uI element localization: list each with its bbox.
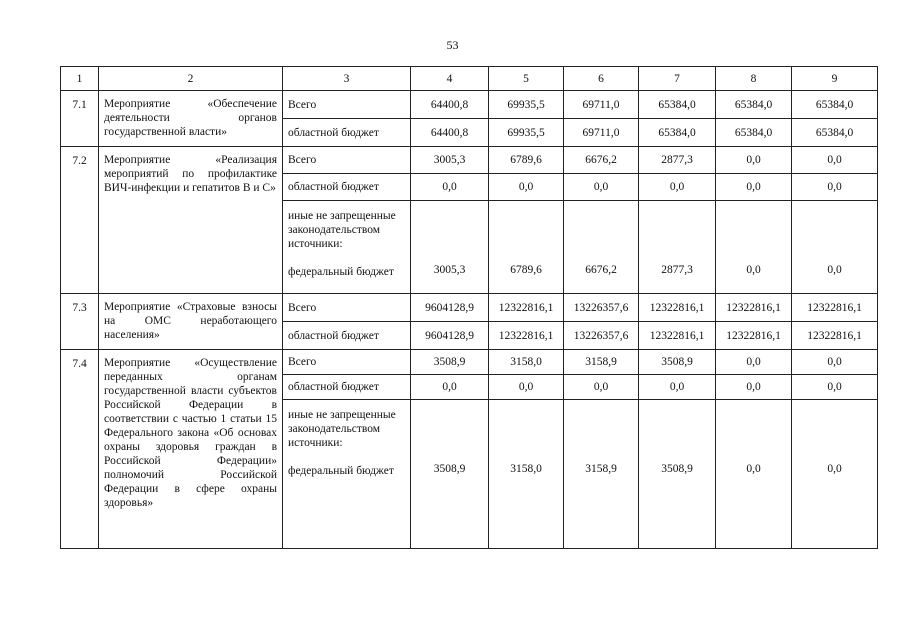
value-cell: 0,0 — [564, 375, 639, 400]
budget-table — [60, 66, 878, 549]
value-cell: 0,0 — [792, 201, 878, 294]
value-cell: 9604128,9 — [411, 294, 489, 322]
value-cell: 2877,3 — [639, 147, 716, 174]
value-cell: 6676,2 — [564, 147, 639, 174]
source-label: Всего — [283, 350, 411, 375]
value-cell: 69935,5 — [489, 119, 564, 147]
value-cell: 0,0 — [489, 375, 564, 400]
header-cell: 5 — [489, 67, 564, 91]
header-cell: 2 — [99, 67, 283, 91]
header-row — [61, 67, 878, 91]
source-label — [283, 201, 411, 294]
value-cell: 65384,0 — [639, 91, 716, 119]
value-cell: 0,0 — [716, 350, 792, 375]
value-cell: 3158,0 — [489, 350, 564, 375]
value-cell: 0,0 — [792, 350, 878, 375]
source-label: Всего — [283, 91, 411, 119]
value-cell: 3508,9 — [639, 350, 716, 375]
item-description: Мероприятие «Осуществление переданных органам государственной власти субъектов Российской Федерации в соответствии с частью 1 статьи 15 Федерального закона «Об основах охраны здоровья граждан в Российской Федерации» полномочий Российской Федерации в сфере охраны здоровья» — [99, 350, 283, 549]
item-number: 7.4 — [61, 350, 99, 549]
value-cell: 64400,8 — [411, 119, 489, 147]
value-cell: 3158,9 — [564, 400, 639, 549]
header-cell: 9 — [792, 67, 878, 91]
source-label — [283, 400, 411, 549]
value-cell: 0,0 — [411, 375, 489, 400]
source-label: областной бюджет — [283, 119, 411, 147]
value-cell: 12322816,1 — [639, 322, 716, 350]
value-cell: 13226357,6 — [564, 322, 639, 350]
value-cell: 3508,9 — [411, 350, 489, 375]
source-label: Всего — [283, 147, 411, 174]
value-cell: 65384,0 — [792, 91, 878, 119]
item-description: Мероприятие «Реализация мероприятий по профилактике ВИЧ-инфекции и гепатитов В и С» — [99, 147, 283, 294]
value-cell: 3158,0 — [489, 400, 564, 549]
table-row — [61, 91, 878, 119]
value-cell: 12322816,1 — [489, 322, 564, 350]
value-cell: 3158,9 — [564, 350, 639, 375]
source-label: областной бюджет — [283, 174, 411, 201]
item-description: Мероприятие «Обеспечение деятельности органов государственной власти» — [99, 91, 283, 147]
value-cell: 0,0 — [639, 375, 716, 400]
value-cell: 0,0 — [411, 174, 489, 201]
value-cell: 0,0 — [716, 147, 792, 174]
value-cell: 69711,0 — [564, 119, 639, 147]
header-cell: 7 — [639, 67, 716, 91]
item-number: 7.2 — [61, 147, 99, 294]
value-cell: 3005,3 — [411, 147, 489, 174]
table-row — [61, 294, 878, 322]
header-cell: 3 — [283, 67, 411, 91]
value-cell: 0,0 — [792, 147, 878, 174]
item-description: Мероприятие «Страховые взносы на ОМС неработающего населения» — [99, 294, 283, 350]
value-cell: 0,0 — [639, 174, 716, 201]
value-cell: 12322816,1 — [716, 294, 792, 322]
source-label: областной бюджет — [283, 322, 411, 350]
value-cell: 2877,3 — [639, 201, 716, 294]
value-cell: 13226357,6 — [564, 294, 639, 322]
header-cell: 1 — [61, 67, 99, 91]
value-cell: 65384,0 — [639, 119, 716, 147]
value-cell: 0,0 — [792, 400, 878, 549]
value-cell: 3005,3 — [411, 201, 489, 294]
value-cell: 65384,0 — [792, 119, 878, 147]
value-cell: 12322816,1 — [639, 294, 716, 322]
item-number: 7.3 — [61, 294, 99, 350]
federal-budget-label: федеральный бюджет — [288, 465, 394, 477]
value-cell: 6676,2 — [564, 201, 639, 294]
value-cell: 65384,0 — [716, 91, 792, 119]
value-cell: 3508,9 — [639, 400, 716, 549]
value-cell: 0,0 — [716, 400, 792, 549]
table-row — [61, 147, 878, 174]
page-number: 53 — [446, 38, 459, 52]
header-cell: 4 — [411, 67, 489, 91]
value-cell: 65384,0 — [716, 119, 792, 147]
other-sources-label: иные не запрещенные законодательством источники: — [288, 409, 396, 449]
value-cell: 0,0 — [564, 174, 639, 201]
value-cell: 6789,6 — [489, 147, 564, 174]
value-cell: 0,0 — [489, 174, 564, 201]
header-cell: 8 — [716, 67, 792, 91]
value-cell: 0,0 — [792, 174, 878, 201]
value-cell: 12322816,1 — [716, 322, 792, 350]
value-cell: 12322816,1 — [792, 294, 878, 322]
source-label: Всего — [283, 294, 411, 322]
value-cell: 12322816,1 — [489, 294, 564, 322]
value-cell: 69711,0 — [564, 91, 639, 119]
item-number: 7.1 — [61, 91, 99, 147]
value-cell: 0,0 — [716, 201, 792, 294]
value-cell: 0,0 — [716, 375, 792, 400]
value-cell: 64400,8 — [411, 91, 489, 119]
value-cell: 12322816,1 — [792, 322, 878, 350]
value-cell: 0,0 — [792, 375, 878, 400]
value-cell: 6789,6 — [489, 201, 564, 294]
header-cell: 6 — [564, 67, 639, 91]
value-cell: 0,0 — [716, 174, 792, 201]
value-cell: 69935,5 — [489, 91, 564, 119]
federal-budget-label: федеральный бюджет — [288, 266, 394, 278]
value-cell: 9604128,9 — [411, 322, 489, 350]
source-label: областной бюджет — [283, 375, 411, 400]
value-cell: 3508,9 — [411, 400, 489, 549]
other-sources-label: иные не запрещенные законодательством источники: — [288, 210, 396, 250]
table-row — [61, 350, 878, 375]
